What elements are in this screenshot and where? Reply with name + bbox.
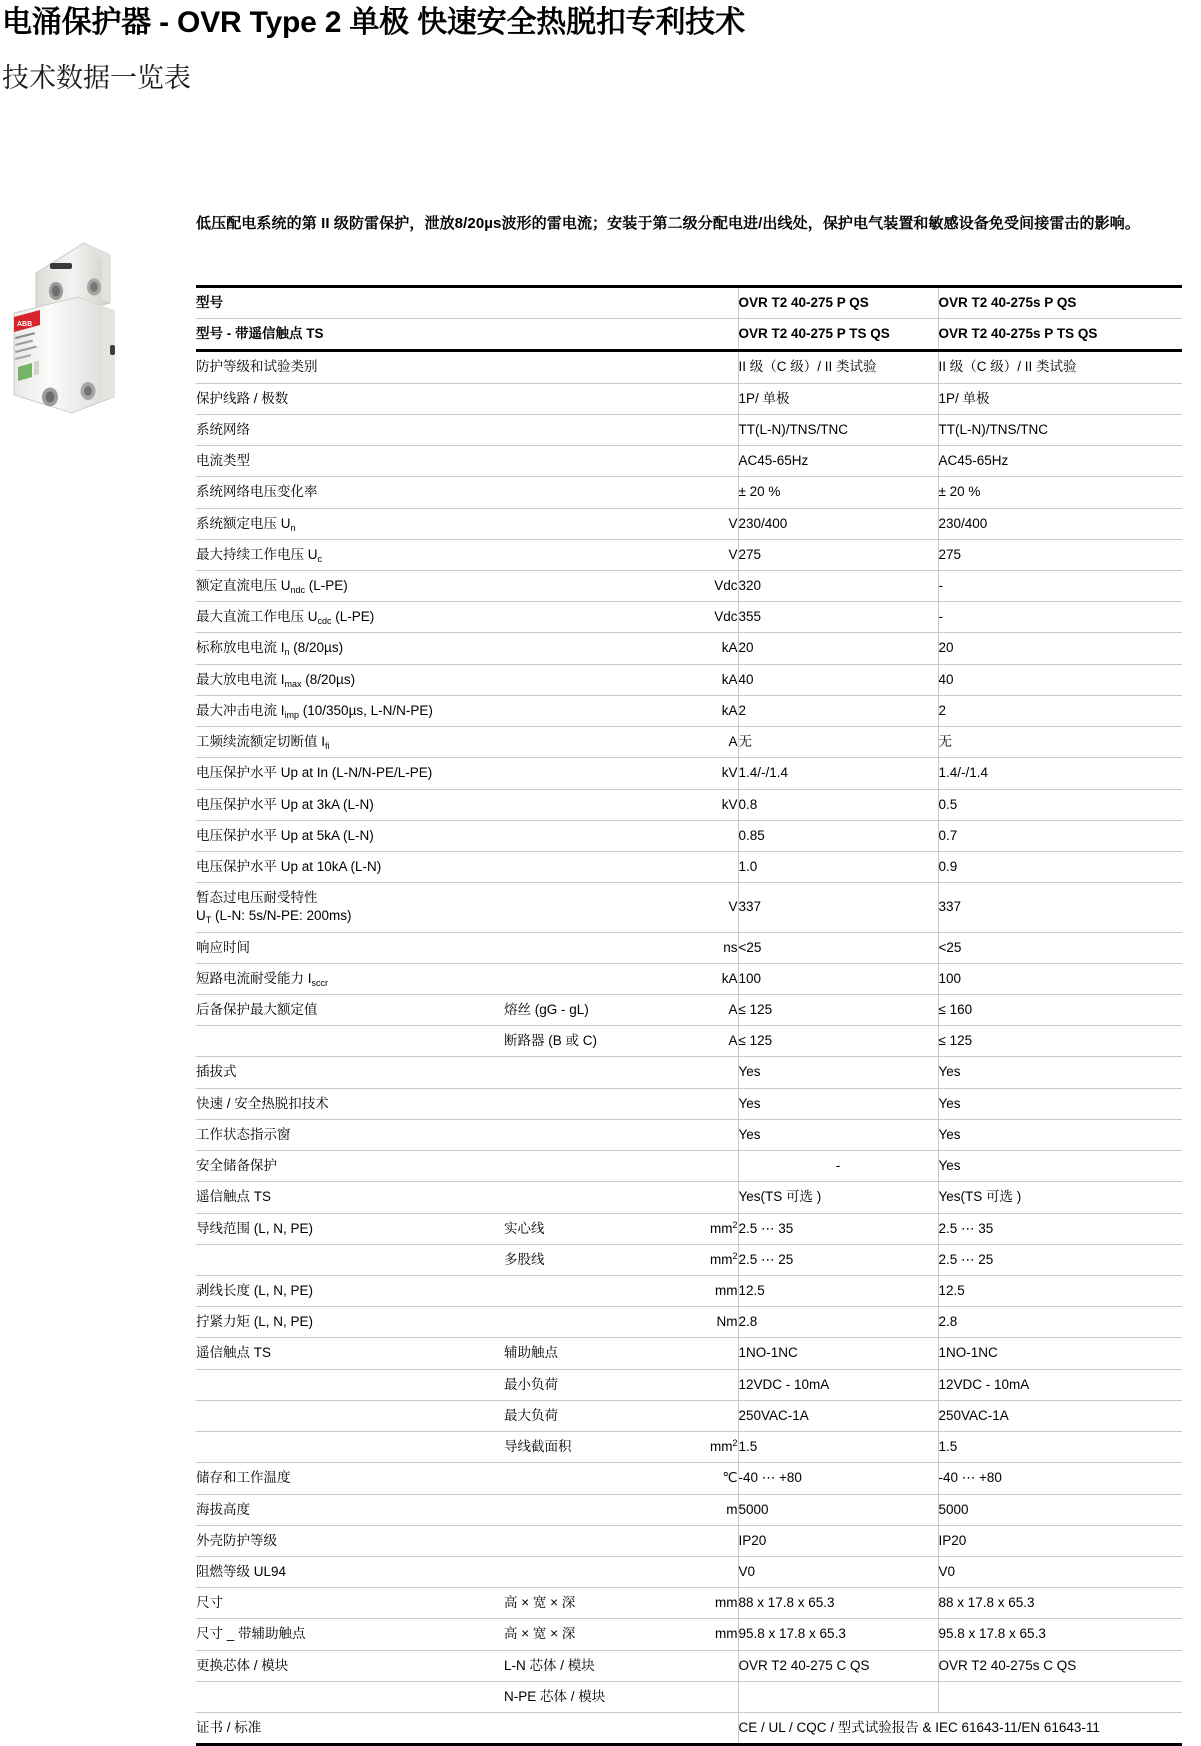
table-row — [196, 695, 1182, 726]
row-label: 电压保护水平 Up at In (L-N/N-PE/L-PE) — [196, 758, 504, 789]
row-label: 电压保护水平 Up at 3kA (L-N) — [196, 789, 504, 820]
row-sublabel: 最大负荷 — [504, 1400, 696, 1431]
table-row — [196, 664, 1182, 695]
row-sublabel — [504, 287, 696, 319]
row-label: 遥信触点 TS — [196, 1338, 504, 1369]
row-value-col1: 2.5 ⋯ 35 — [738, 1213, 938, 1244]
row-sublabel — [504, 963, 696, 994]
row-sublabel: 高 × 宽 × 深 — [504, 1588, 696, 1619]
row-sublabel — [504, 351, 696, 383]
row-unit — [696, 1057, 738, 1088]
row-value-col1: IP20 — [738, 1525, 938, 1556]
row-value-col2: -40 ⋯ +80 — [938, 1463, 1182, 1494]
row-value-col2: TT(L-N)/TNS/TNC — [938, 414, 1182, 445]
row-sublabel — [504, 1463, 696, 1494]
row-sublabel — [504, 851, 696, 882]
row-value-col2: 12.5 — [938, 1276, 1182, 1307]
row-value-col2: OVR T2 40-275s P TS QS — [938, 319, 1182, 351]
row-label: 安全储备保护 — [196, 1151, 504, 1182]
page-subtitle: 技术数据一览表 — [2, 63, 191, 93]
row-sublabel — [504, 539, 696, 570]
row-label: 额定直流电压 $U_{ndc}$ (L-PE) — [196, 570, 504, 601]
row-unit: ℃ — [696, 1463, 738, 1494]
row-sublabel — [504, 1057, 696, 1088]
row-unit: $mm^2$ — [696, 1432, 738, 1463]
row-unit — [696, 1151, 738, 1182]
row-value-col2: 2 — [938, 695, 1182, 726]
table-row — [196, 351, 1182, 383]
row-unit — [696, 1556, 738, 1587]
row-unit — [696, 1369, 738, 1400]
table-row — [196, 995, 1182, 1026]
row-sublabel: 导线截面积 — [504, 1432, 696, 1463]
row-value-col2: 12VDC - 10mA — [938, 1369, 1182, 1400]
row-unit: kA — [696, 695, 738, 726]
row-unit: kV — [696, 789, 738, 820]
row-unit: A — [696, 995, 738, 1026]
page-title: 电涌保护器 - OVR Type 2 单极 快速安全热脱扣专利技术 — [2, 6, 745, 39]
row-label: 暂态过电压耐受特性 $U_T$ (L-N: 5s/N-PE: 200ms) — [196, 883, 504, 932]
row-label: 外壳防护等级 — [196, 1525, 504, 1556]
row-unit — [696, 414, 738, 445]
row-unit: A — [696, 1026, 738, 1057]
row-unit — [696, 1713, 738, 1745]
row-value-col2: Yes — [938, 1119, 1182, 1150]
row-value-col1: 230/400 — [738, 508, 938, 539]
row-label: 电压保护水平 Up at 10kA (L-N) — [196, 851, 504, 882]
row-value-col1: -40 ⋯ +80 — [738, 1463, 938, 1494]
row-label: 短路电流耐受能力 $I_{sccr}$ — [196, 963, 504, 994]
row-value-col1: 2 — [738, 695, 938, 726]
table-row — [196, 1338, 1182, 1369]
table-row — [196, 1182, 1182, 1213]
row-unit — [696, 1525, 738, 1556]
row-value-span: CE / UL / CQC / 型式试验报告 & IEC 61643-11/EN 61643-11 — [738, 1713, 1182, 1745]
row-value-col2: 88 x 17.8 x 65.3 — [938, 1588, 1182, 1619]
row-label-continuation — [196, 1244, 504, 1275]
table-row — [196, 1494, 1182, 1525]
row-value-col2: OVR T2 40-275s C QS — [938, 1650, 1182, 1681]
row-label: 电流类型 — [196, 446, 504, 477]
table-row — [196, 1307, 1182, 1338]
row-value-col1: AC45-65Hz — [738, 446, 938, 477]
row-unit: Nm — [696, 1307, 738, 1338]
row-label-continuation — [196, 1681, 504, 1712]
row-label: 最大放电电流 $I_{max}$ (8/20µs) — [196, 664, 504, 695]
row-unit — [696, 287, 738, 319]
row-unit: V — [696, 883, 738, 932]
row-value-col1: OVR T2 40-275 C QS — [738, 1650, 938, 1681]
row-label: 剥线长度 (L, N, PE) — [196, 1276, 504, 1307]
row-unit: A — [696, 727, 738, 758]
table-row — [196, 758, 1182, 789]
table-row — [196, 851, 1182, 882]
row-value-col1: 40 — [738, 664, 938, 695]
row-unit: Vdc — [696, 570, 738, 601]
row-value-col2: ≤ 125 — [938, 1026, 1182, 1057]
row-value-col2: Yes — [938, 1088, 1182, 1119]
row-unit: mm — [696, 1588, 738, 1619]
table-row — [196, 820, 1182, 851]
row-value-col1: 355 — [738, 602, 938, 633]
row-value-col2: 95.8 x 17.8 x 65.3 — [938, 1619, 1182, 1650]
row-value-col2: Yes — [938, 1151, 1182, 1182]
table-row — [196, 1088, 1182, 1119]
table-row — [196, 1276, 1182, 1307]
row-value-col1: 1P/ 单极 — [738, 383, 938, 414]
row-unit — [696, 351, 738, 383]
svg-text:ABB: ABB — [17, 321, 33, 328]
row-value-col1: 20 — [738, 633, 938, 664]
row-label: 响应时间 — [196, 932, 504, 963]
row-unit: mm — [696, 1619, 738, 1650]
table-row — [196, 1525, 1182, 1556]
table-row — [196, 539, 1182, 570]
row-sublabel: 高 × 宽 × 深 — [504, 1619, 696, 1650]
row-unit: kA — [696, 963, 738, 994]
row-value-col1: 88 x 17.8 x 65.3 — [738, 1588, 938, 1619]
row-sublabel: 辅助触点 — [504, 1338, 696, 1369]
row-value-col1: OVR T2 40-275 P TS QS — [738, 319, 938, 351]
spec-table-wrap — [196, 285, 1182, 1746]
table-row — [196, 1650, 1182, 1681]
row-unit — [696, 1088, 738, 1119]
table-row — [196, 1432, 1182, 1463]
row-value-col2: II 级（C 级）/ II 类试验 — [938, 351, 1182, 383]
row-unit — [696, 851, 738, 882]
table-row — [196, 1713, 1182, 1745]
row-label: 更换芯体 / 模块 — [196, 1650, 504, 1681]
spec-table — [196, 285, 1182, 1746]
row-unit: kA — [696, 633, 738, 664]
row-value-col2: 20 — [938, 633, 1182, 664]
product-photo — [6, 225, 176, 420]
table-row — [196, 1681, 1182, 1712]
row-value-col2: Yes — [938, 1057, 1182, 1088]
row-value-col1: V0 — [738, 1556, 938, 1587]
table-row — [196, 1119, 1182, 1150]
row-value-col1: Yes(TS 可选 ) — [738, 1182, 938, 1213]
row-value-col1: 95.8 x 17.8 x 65.3 — [738, 1619, 938, 1650]
row-unit: V — [696, 539, 738, 570]
row-unit — [696, 1681, 738, 1712]
row-value-col2: AC45-65Hz — [938, 446, 1182, 477]
row-label: 尺寸 _ 带辅助触点 — [196, 1619, 504, 1650]
row-sublabel — [504, 932, 696, 963]
row-sublabel — [504, 1713, 696, 1745]
row-value-col1: 0.85 — [738, 820, 938, 851]
row-value-col2: - — [938, 602, 1182, 633]
table-row — [196, 1619, 1182, 1650]
row-label: 最大直流工作电压 $U_{cdc}$ (L-PE) — [196, 602, 504, 633]
row-value-col1: 12VDC - 10mA — [738, 1369, 938, 1400]
row-unit — [696, 1182, 738, 1213]
row-label-continuation — [196, 1369, 504, 1400]
row-sublabel — [504, 664, 696, 695]
row-value-col2: ≤ 160 — [938, 995, 1182, 1026]
row-unit: $mm^2$ — [696, 1244, 738, 1275]
table-row — [196, 789, 1182, 820]
table-row — [196, 1556, 1182, 1587]
row-unit — [696, 383, 738, 414]
row-value-col2: 1NO-1NC — [938, 1338, 1182, 1369]
table-row — [196, 1213, 1182, 1244]
row-sublabel: 熔丝 (gG - gL) — [504, 995, 696, 1026]
row-value-col2: Yes(TS 可选 ) — [938, 1182, 1182, 1213]
table-row — [196, 1588, 1182, 1619]
row-label: 工频续流额定切断值 $I_{fi}$ — [196, 727, 504, 758]
row-sublabel — [504, 1119, 696, 1150]
row-sublabel — [504, 789, 696, 820]
row-value-col2: 40 — [938, 664, 1182, 695]
row-value-col1: 0.8 — [738, 789, 938, 820]
row-sublabel — [504, 1088, 696, 1119]
row-unit — [696, 446, 738, 477]
row-value-col2: 275 — [938, 539, 1182, 570]
row-value-col2: 5000 — [938, 1494, 1182, 1525]
row-label: 快速 / 安全热脱扣技术 — [196, 1088, 504, 1119]
table-row — [196, 287, 1182, 319]
row-label: 导线范围 (L, N, PE) — [196, 1213, 504, 1244]
row-label: 海拔高度 — [196, 1494, 504, 1525]
row-sublabel — [504, 1151, 696, 1182]
row-value-col1: 2.5 ⋯ 25 — [738, 1244, 938, 1275]
row-sublabel — [504, 1556, 696, 1587]
table-row — [196, 508, 1182, 539]
row-sublabel — [504, 633, 696, 664]
row-value-col1: 100 — [738, 963, 938, 994]
row-value-col1: ≤ 125 — [738, 995, 938, 1026]
row-sublabel — [504, 414, 696, 445]
row-value-col1: 337 — [738, 883, 938, 932]
row-value-col2: <25 — [938, 932, 1182, 963]
row-value-col1: ± 20 % — [738, 477, 938, 508]
table-row — [196, 1463, 1182, 1494]
row-value-col2: 1.5 — [938, 1432, 1182, 1463]
row-sublabel — [504, 1494, 696, 1525]
row-label: 最大持续工作电压 $U_c$ — [196, 539, 504, 570]
row-value-col2: 0.9 — [938, 851, 1182, 882]
table-row — [196, 1244, 1182, 1275]
row-value-col2: 1.4/-/1.4 — [938, 758, 1182, 789]
row-value-col2: 100 — [938, 963, 1182, 994]
row-value-col2: - — [938, 570, 1182, 601]
row-sublabel — [504, 570, 696, 601]
row-unit — [696, 1650, 738, 1681]
row-sublabel — [504, 695, 696, 726]
intro-paragraph: 低压配电系统的第 II 级防雷保护，泄放8/20µs波形的雷电流；安装于第二级分配电进/出线处，保护电气装置和敏感设备免受间接雷击的影响。 — [196, 215, 1140, 232]
row-unit: $mm^2$ — [696, 1213, 738, 1244]
row-value-col1: OVR T2 40-275 P QS — [738, 287, 938, 319]
row-unit: m — [696, 1494, 738, 1525]
row-unit — [696, 477, 738, 508]
row-label: 型号 - 带遥信触点 TS — [196, 319, 504, 351]
row-label: 尺寸 — [196, 1588, 504, 1619]
row-value-col1: 320 — [738, 570, 938, 601]
row-sublabel — [504, 727, 696, 758]
row-value-col1: 1.0 — [738, 851, 938, 882]
row-value-col1: 1.4/-/1.4 — [738, 758, 938, 789]
row-sublabel — [504, 319, 696, 351]
row-sublabel — [504, 820, 696, 851]
row-value-col2: OVR T2 40-275s P QS — [938, 287, 1182, 319]
row-label: 型号 — [196, 287, 504, 319]
row-value-col2: 无 — [938, 727, 1182, 758]
row-label: 防护等级和试验类别 — [196, 351, 504, 383]
table-row — [196, 1151, 1182, 1182]
row-unit: kV — [696, 758, 738, 789]
table-row — [196, 963, 1182, 994]
row-value-col2: 250VAC-1A — [938, 1400, 1182, 1431]
row-label: 储存和工作温度 — [196, 1463, 504, 1494]
table-row — [196, 883, 1182, 932]
row-sublabel: 断路器 (B 或 C) — [504, 1026, 696, 1057]
row-value-col1: 1NO-1NC — [738, 1338, 938, 1369]
table-row — [196, 932, 1182, 963]
row-value-col2: 337 — [938, 883, 1182, 932]
row-sublabel — [504, 446, 696, 477]
row-sublabel: 实心线 — [504, 1213, 696, 1244]
row-value-col2: 0.7 — [938, 820, 1182, 851]
row-sublabel — [504, 1276, 696, 1307]
row-unit: ns — [696, 932, 738, 963]
row-label-continuation — [196, 1400, 504, 1431]
row-label: 后备保护最大额定值 — [196, 995, 504, 1026]
row-value-col2: 2.5 ⋯ 25 — [938, 1244, 1182, 1275]
row-value-col1: Yes — [738, 1088, 938, 1119]
row-sublabel — [504, 758, 696, 789]
row-sublabel — [504, 883, 696, 932]
row-value-col1: <25 — [738, 932, 938, 963]
row-label: 最大冲击电流 $I_{imp}$ (10/350µs, L-N/N-PE) — [196, 695, 504, 726]
row-value-col1: Yes — [738, 1119, 938, 1150]
row-label-continuation — [196, 1026, 504, 1057]
row-label: 阻燃等级 UL94 — [196, 1556, 504, 1587]
row-unit — [696, 1119, 738, 1150]
table-row — [196, 1026, 1182, 1057]
row-value-col2: 0.5 — [938, 789, 1182, 820]
row-value-col1: Yes — [738, 1057, 938, 1088]
row-value-col1: 250VAC-1A — [738, 1400, 938, 1431]
row-unit — [696, 1400, 738, 1431]
row-value-col1 — [738, 1681, 938, 1712]
row-sublabel — [504, 508, 696, 539]
table-row — [196, 319, 1182, 351]
spec-table-body — [196, 287, 1182, 1745]
row-sublabel — [504, 383, 696, 414]
row-value-col1: TT(L-N)/TNS/TNC — [738, 414, 938, 445]
row-unit — [696, 1338, 738, 1369]
row-sublabel — [504, 602, 696, 633]
row-unit — [696, 820, 738, 851]
row-label: 插拔式 — [196, 1057, 504, 1088]
row-label: 标称放电电流 $I_n$ (8/20µs) — [196, 633, 504, 664]
row-label: 拧紧力矩 (L, N, PE) — [196, 1307, 504, 1338]
row-value-col1: ≤ 125 — [738, 1026, 938, 1057]
row-unit: V — [696, 508, 738, 539]
row-value-col1: 5000 — [738, 1494, 938, 1525]
row-unit: kA — [696, 664, 738, 695]
row-sublabel — [504, 1525, 696, 1556]
row-label: 工作状态指示窗 — [196, 1119, 504, 1150]
row-unit: mm — [696, 1276, 738, 1307]
row-unit: Vdc — [696, 602, 738, 633]
table-row — [196, 446, 1182, 477]
table-row — [196, 602, 1182, 633]
table-row — [196, 570, 1182, 601]
row-sublabel: N-PE 芯体 / 模块 — [504, 1681, 696, 1712]
row-sublabel — [504, 1182, 696, 1213]
row-value-col2 — [938, 1681, 1182, 1712]
row-label: 遥信触点 TS — [196, 1182, 504, 1213]
row-label: 电压保护水平 Up at 5kA (L-N) — [196, 820, 504, 851]
table-row — [196, 633, 1182, 664]
row-value-col1: 2.8 — [738, 1307, 938, 1338]
row-sublabel: 多股线 — [504, 1244, 696, 1275]
table-row — [196, 383, 1182, 414]
row-sublabel — [504, 477, 696, 508]
row-label: 系统网络电压变化率 — [196, 477, 504, 508]
row-value-col1: 1.5 — [738, 1432, 938, 1463]
row-value-col2: ± 20 % — [938, 477, 1182, 508]
row-value-col2: 2.5 ⋯ 35 — [938, 1213, 1182, 1244]
row-sublabel: 最小负荷 — [504, 1369, 696, 1400]
row-value-col1: 275 — [738, 539, 938, 570]
row-value-col1: - — [738, 1151, 938, 1182]
table-row — [196, 414, 1182, 445]
row-value-col2: IP20 — [938, 1525, 1182, 1556]
row-value-col2: 2.8 — [938, 1307, 1182, 1338]
table-row — [196, 1400, 1182, 1431]
table-row — [196, 1057, 1182, 1088]
table-row — [196, 1369, 1182, 1400]
row-unit — [696, 319, 738, 351]
row-value-col2: V0 — [938, 1556, 1182, 1587]
row-value-col1: II 级（C 级）/ II 类试验 — [738, 351, 938, 383]
row-value-col2: 230/400 — [938, 508, 1182, 539]
row-label-continuation — [196, 1432, 504, 1463]
row-value-col1: 12.5 — [738, 1276, 938, 1307]
row-label: 系统额定电压 $U_n$ — [196, 508, 504, 539]
table-row — [196, 727, 1182, 758]
row-sublabel — [504, 1307, 696, 1338]
row-label: 证书 / 标准 — [196, 1713, 504, 1745]
row-value-col1: 无 — [738, 727, 938, 758]
row-value-col2: 1P/ 单极 — [938, 383, 1182, 414]
table-row — [196, 477, 1182, 508]
row-sublabel: L-N 芯体 / 模块 — [504, 1650, 696, 1681]
row-label: 系统网络 — [196, 414, 504, 445]
row-label: 保护线路 / 极数 — [196, 383, 504, 414]
